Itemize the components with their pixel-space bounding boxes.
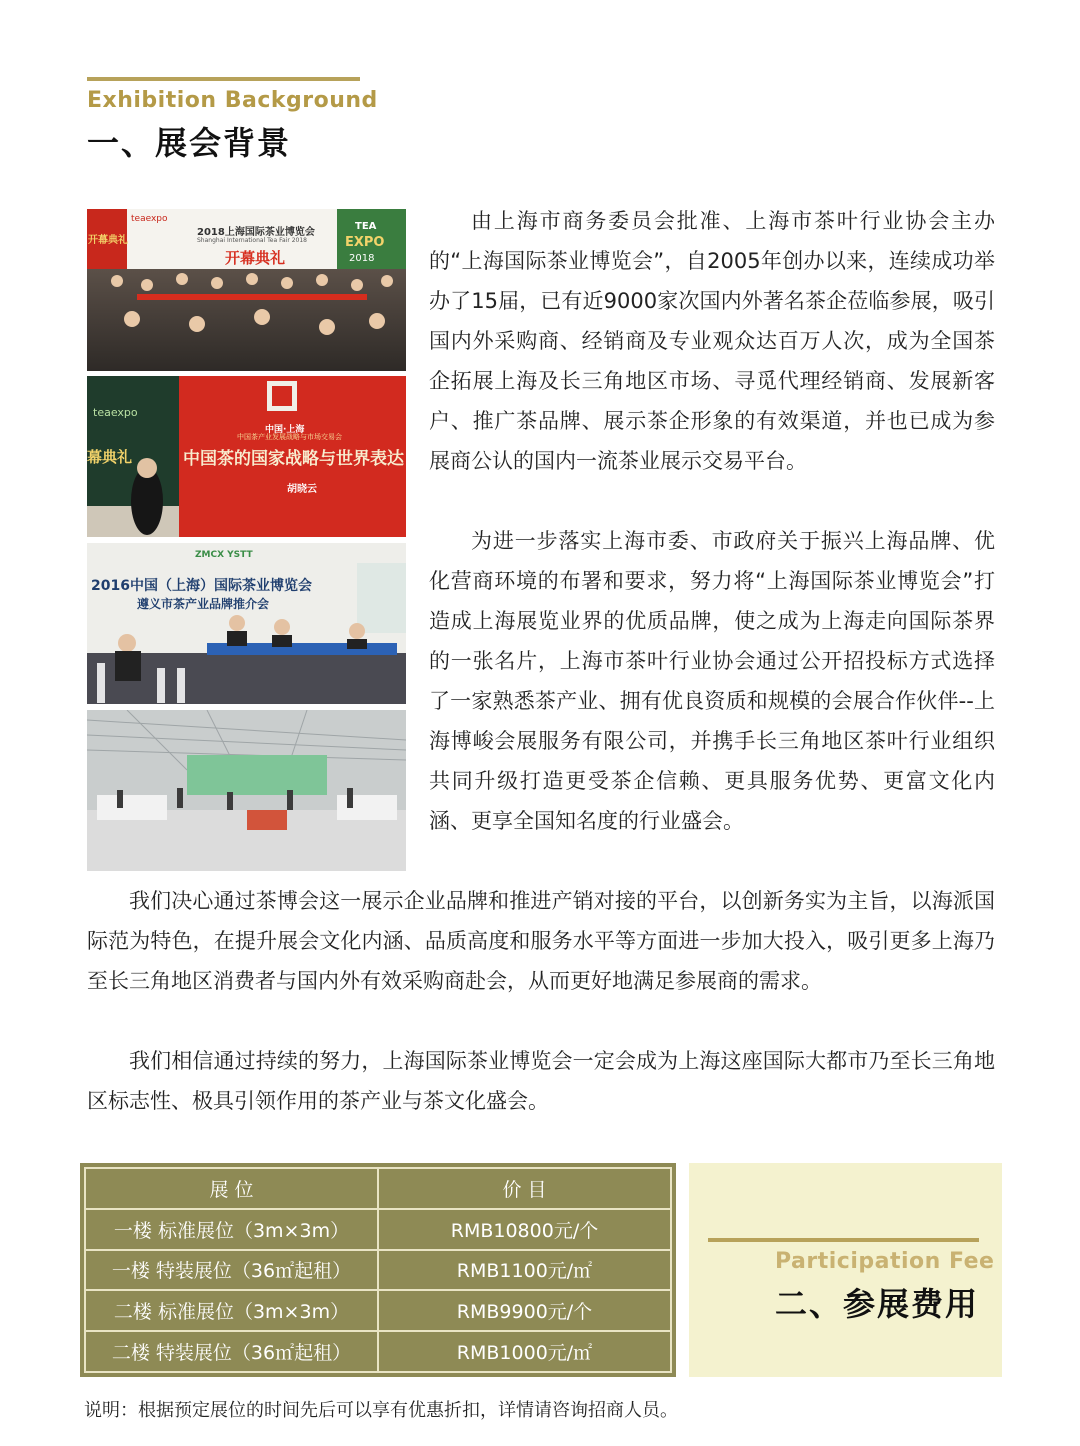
fee-table-box xyxy=(80,1163,676,1377)
photo1-logo: teaexpo xyxy=(131,214,168,224)
table-row xyxy=(85,1250,671,1291)
photo2-main: 中国茶的国家战略与世界表达 xyxy=(183,449,404,469)
photo2-line1: 中国·上海 xyxy=(265,425,305,435)
photo-keynote-speech xyxy=(87,376,406,537)
fee-table-booth-cell: 二楼 特装展位（36㎡起租） xyxy=(85,1331,378,1372)
fee-table-booth-cell: 二楼 标准展位（3m×3m） xyxy=(85,1290,378,1331)
fee-table-price-cell: RMB10800元/个 xyxy=(378,1209,671,1250)
fee-note: 说明：根据预定展位的时间先后可以享有优惠折扣，详情请咨询招商人员。 xyxy=(84,1400,678,1421)
section2-heading-en: Participation Fee xyxy=(775,1249,995,1274)
section1-heading-cn: 一、展会背景 xyxy=(87,124,292,162)
photo-brand-forum xyxy=(87,543,406,704)
photo1-banner-subtitle: Shanghai International Tea Fair 2018 xyxy=(197,237,307,244)
photo-opening-ceremony xyxy=(87,209,406,371)
section1-top-rule xyxy=(87,77,360,81)
fee-table xyxy=(84,1167,672,1373)
photo3-brand: ZMCX YSTT xyxy=(195,550,253,560)
photo2-logo: teaexpo xyxy=(93,406,138,419)
section2-top-rule xyxy=(708,1238,979,1242)
fee-table-header-price: 价 目 xyxy=(378,1168,671,1209)
fee-table-price-cell: RMB1000元/㎡ xyxy=(378,1331,671,1372)
photo2-side-left: 幕典礼 xyxy=(87,448,133,466)
table-row xyxy=(85,1290,671,1331)
section2-heading-cn: 二、参展费用 xyxy=(775,1285,980,1323)
photo2-speaker: 胡晓云 xyxy=(287,484,317,495)
section2-box xyxy=(689,1163,1002,1377)
photo1-banner-main: 开幕典礼 xyxy=(225,249,286,267)
fee-table-booth-cell: 一楼 标准展位（3m×3m） xyxy=(85,1209,378,1250)
photo3-subtitle: 遵义市茶产业品牌推介会 xyxy=(137,597,270,611)
fee-table-price-cell: RMB1100元/㎡ xyxy=(378,1250,671,1291)
photo1-side-right-b: EXPO xyxy=(345,235,385,250)
table-row xyxy=(85,1331,671,1372)
photo1-side-right-c: 2018 xyxy=(349,253,375,264)
photo3-title: 2016中国（上海）国际茶业博览会 xyxy=(91,578,312,594)
paragraph-background-3: 我们决心通过茶博会这一展示企业品牌和推进产销对接的平台，以创新务实为主旨，以海派国际范为特色，在提升展会文化内涵、品质高度和服务水平等方面进一步加大投入，吸引更多上海乃至长三角地区消费者与国内外有效采购商赴会，从而更好地满足参展商的需求。 xyxy=(87,889,995,993)
fee-table-header-booth: 展 位 xyxy=(85,1168,378,1209)
photo2-line2: 中国茶产业发展战略与市场交易会 xyxy=(237,433,342,441)
table-row xyxy=(85,1209,671,1250)
paragraph-background-2: 为进一步落实上海市委、市政府关于振兴上海品牌、优化营商环境的布署和要求，努力将“上海国际茶业博览会”打造成上海展览业界的优质品牌，使之成为上海走向国际茶界的一张名片，上海市茶叶行业协会通过公开招投标方式选择了一家熟悉茶产业、拥有优良资质和规模的会展合作伙伴--上海博峻会展服务有限公司，并携手长三角地区茶叶行业组织共同升级打造更受茶企信赖、更具服务优势、更富文化内涵、更享全国知名度的行业盛会。 xyxy=(429,529,995,833)
paragraph-background-4: 我们相信通过持续的努力，上海国际茶业博览会一定会成为上海这座国际大都市乃至长三角地区标志性、极具引领作用的茶产业与茶文化盛会。 xyxy=(87,1049,995,1113)
fee-table-price-cell: RMB9900元/个 xyxy=(378,1290,671,1331)
photo1-side-right-a: TEA xyxy=(355,221,377,232)
photo-exhibition-hall-art xyxy=(87,710,406,871)
photo-exhibition-hall xyxy=(87,710,406,871)
section1-heading-en: Exhibition Background xyxy=(87,88,378,113)
photo1-side-left: 开幕典礼 xyxy=(88,235,128,246)
paragraph-background-1: 由上海市商务委员会批准、上海市茶叶行业协会主办的“上海国际茶业博览会”，自2005年创办以来，连续成功举办了15届，已有近9000家次国内外著名茶企莅临参展，吸引国内外采购商、经销商及专业观众达百万人次，成为全国茶企拓展上海及长三角地区市场、寻觅代理经销商、发展新客户、推广茶品牌、展示茶企形象的有效渠道，并也已成为参展商公认的国内一流茶业展示交易平台。 xyxy=(429,209,995,473)
fee-table-booth-cell: 一楼 特装展位（36㎡起租） xyxy=(85,1250,378,1291)
photo-brand-forum-art xyxy=(87,543,406,704)
fee-table-header-row xyxy=(85,1168,671,1209)
photo1-banner-title: 2018上海国际茶业博览会 xyxy=(197,227,315,238)
